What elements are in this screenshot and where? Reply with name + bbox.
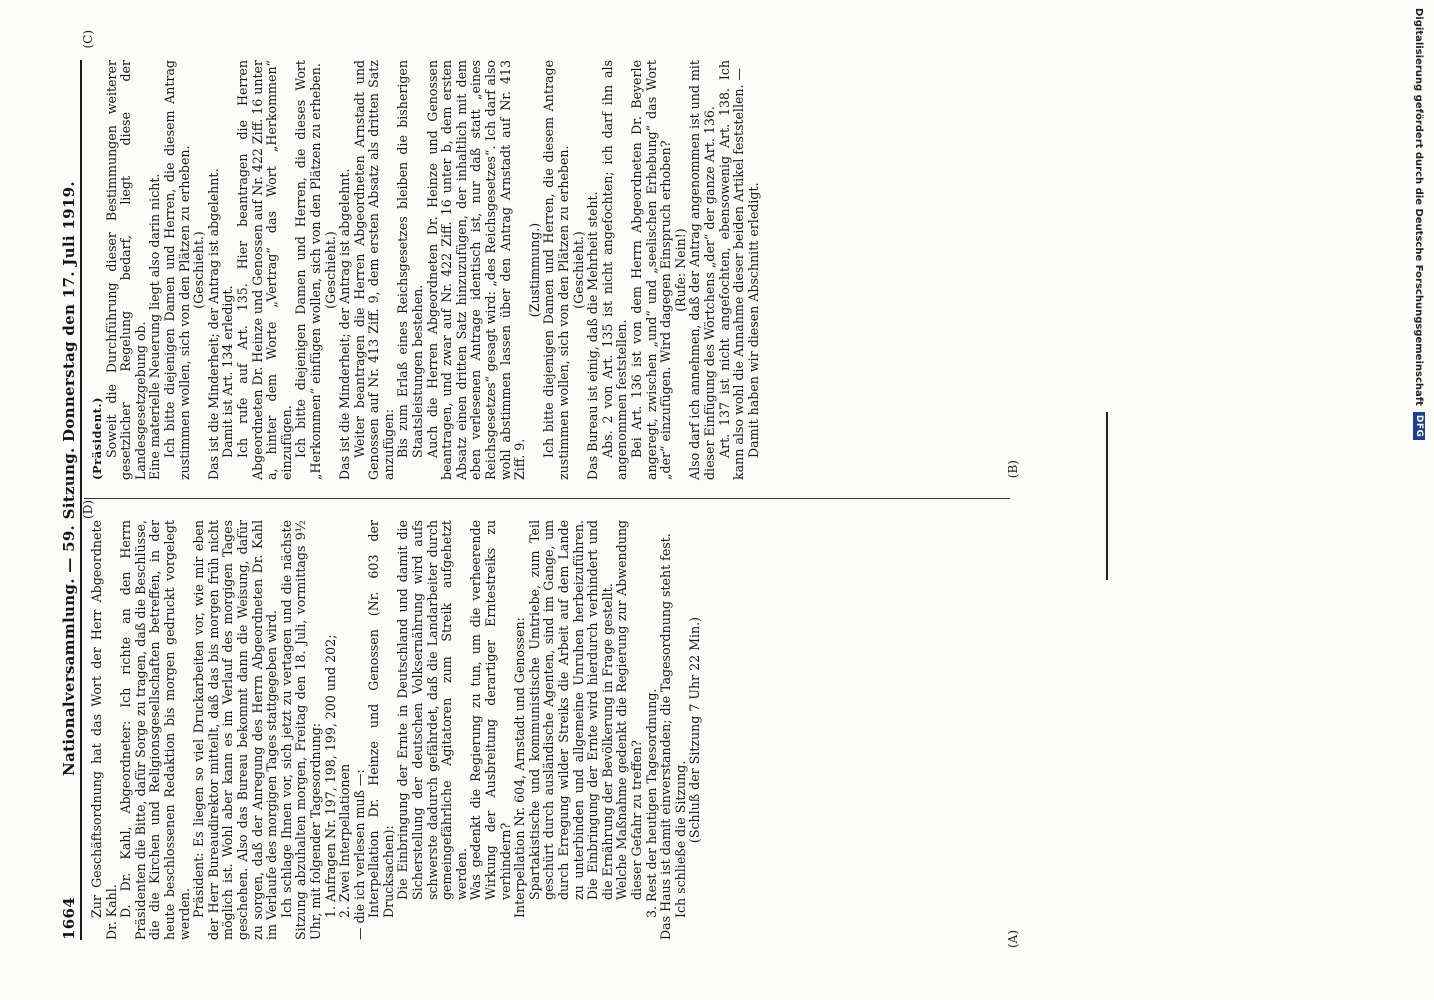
- paragraph: Interpellation Dr. Heinze und Genossen (Nr. 603 der Drucksachen):: [366, 520, 396, 918]
- paragraph: (Schluß der Sitzung 7 Uhr 22 Min.): [687, 616, 703, 844]
- paragraph: Ich schließe die Sitzung.: [672, 760, 688, 918]
- paragraph: Das Bureau ist einig, daß die Mehrheit steht.: [585, 191, 601, 480]
- paragraph: 2. Zwei Interpellationen: [337, 763, 353, 918]
- dfg-logo: DFG: [1413, 412, 1425, 441]
- paragraph: Bei Art. 136 ist von dem Herrn Abgeordneten Dr. Beyerle angeregt, zwischen „und“ und „seelischen Erhebung“ das Wort „der“ einzufügen. Wird dagegen Einspruch erhoben?: [628, 60, 674, 480]
- paragraph: (Geschieht.): [191, 231, 207, 309]
- paragraph: Ich bitte diejenigen Damen und Herren, die diesem Antrag zustimmen wollen, sich von den Plätzen zu erheben.: [161, 60, 192, 480]
- margin-mark-a: (A): [1006, 930, 1020, 949]
- paragraph: Interpellation Nr. 604, Arnstadt und Genossen:: [512, 617, 528, 918]
- paragraph: 1. Anfragen Nr. 197, 198, 199, 200 und 202;: [322, 634, 338, 918]
- page-title: Nationalversammlung. — 59. Sitzung. Donnerstag den 17. Juli 1919.: [60, 181, 78, 776]
- paragraph: (Rufe: Nein!): [672, 228, 688, 312]
- margin-mark-b: (B): [1006, 460, 1020, 479]
- paragraph: Welche Maßnahme gedenkt die Regierung zur Abwendung dieser Gefahr zu treffen?: [614, 520, 644, 900]
- paragraph: Damit ist Art. 134 erledigt.: [220, 285, 236, 458]
- paragraph: Das Haus ist damit einverstanden; die Tagesordnung steht fest.: [658, 533, 674, 940]
- paragraph: Also darf ich annehmen, daß der Antrag angenommen ist und mit dieser Einfügung des Wörtchens „der“ der ganze Art. 136.: [687, 60, 717, 480]
- paragraph: Ich bitte diejenigen Damen und Herren, die diesem Antrage zustimmen wollen, sich von den Plätzen zu erheben.: [541, 60, 571, 480]
- paragraph: Auch die Herren Abgeordneten Dr. Heinze und Genossen beantragen, und zwar auf Nr. 422 Ziff. 16 unter b, dem ersten Absatz einen dritten Satz hinzuzufügen, der inhaltlich mit dem eben verlesenen Antrage identisch ist, nur daß statt „eines Reichsgesetzes“ gesagt wird: „des Reichsgesetzes“. Ich darf also wohl abstimmen lassen über den Antrag Arnstadt auf Nr. 413 Ziff. 9.: [424, 60, 528, 480]
- paragraph: Weiter beantragen die Herren Abgeordneten Arnstadt und Genossen auf Nr. 413 Ziff. 9, dem ersten Absatz als dritten Satz anzufügen:: [351, 60, 396, 480]
- paragraph: 3. Rest der heutigen Tagesordnung.: [643, 688, 659, 918]
- paragraph: Ich rufe auf Art. 135. Hier beantragen die Herren Abgeordneten Dr. Heinze und Genossen auf Nr. 422 Ziff. 16 unter a, hinter dem Worte „Vertrag“ das Wort „Herkommen“ einzufügen.: [234, 60, 294, 480]
- paragraph: Eine materielle Neuerung liegt also darin nicht.: [147, 173, 163, 480]
- margin-pencil-line: [1106, 412, 1108, 580]
- column-divider: [84, 498, 1010, 499]
- paragraph: (Geschieht.): [322, 231, 338, 309]
- paragraph: Soweit die Durchführung dieser Bestimmungen weiterer gesetzlicher Regelung bedarf, liegt diese der Landesgesetzgebung ob.: [103, 60, 148, 480]
- paragraph: — die ich verlesen muß —:: [351, 769, 367, 940]
- paragraph: Präsident: Es liegen so viel Druckarbeiten vor, wie mir eben der Herr Bureaudirektor mitteilt, daß das bis morgen früh nicht möglich ist. Wohl aber kann es im Verlauf des morgigen Tages geschehen. Also das Bureau bekommt dann die Weisung, dafür zu sorgen, daß der Anregung des Herrn Abgeordneten Dr. Kahl im Verlaufe des morgigen Tages stattgegeben wird.: [191, 520, 280, 940]
- rotated-document-page: [40, 0, 1040, 1000]
- left-column: [90, 60, 1000, 480]
- paragraph: Zur Geschäftsordnung hat das Wort der Herr Abgeordnete Dr. Kahl.: [89, 520, 119, 940]
- paragraph: Die Einbringung der Ernte in Deutschland und damit die Sicherstellung der deutschen Volksernährung wird aufs schwerste dadurch gefährdet, daß die Landarbeiter durch gemeingefährliche Agitatoren zum Streik aufgehetzt werden.: [395, 520, 469, 900]
- page-number: 1664: [60, 897, 78, 940]
- paragraph: Bis zum Erlaß eines Reichsgesetzes bleiben die bisherigen Staatsleistungen bestehen.: [395, 60, 426, 458]
- paragraph: Das ist die Minderheit; der Antrag ist abgelehnt.: [337, 168, 353, 480]
- paragraph: Was gedenkt die Regierung zu tun, um die verheerende Wirkung der Ausbreitung derartiger Erntestreiks zu verhindern?: [468, 520, 513, 900]
- paragraph: (Geschieht.): [570, 231, 586, 309]
- page-header: [54, 60, 78, 940]
- paragraph: Abs. 2 von Art. 135 ist nicht angefochten; ich darf ihn als angenommen feststellen.: [599, 60, 630, 480]
- paragraph: D. Dr. Kahl, Abgeordneter: Ich richte an den Herrn Präsidenten die Bitte, dafür Sorge zu tragen, daß die Beschlüsse, die die Kirchen und Religionsgesellschaften betreffen, in der heute beschlossenen Redaktion bis morgen gedruckt vorgelegt werden.: [118, 520, 192, 940]
- paragraph: Spartakistische und kommunistische Umtriebe, zum Teil geschürt durch ausländische Agenten, sind im Gange, um durch Erregung wilder Streiks die Arbeit auf dem Lande zu unterbinden und allgemeine Unruhen herbeizuführen. Die Einbringung der Ernte wird hierdurch verhindert und die Ernährung der Bevölkerung in Frage gestellt.: [526, 520, 615, 900]
- paragraph: (Präsident.): [90, 397, 104, 480]
- paragraph: Damit haben wir diesen Abschnitt erledigt.: [745, 182, 761, 458]
- margin-mark-c: (C): [81, 30, 95, 49]
- paragraph: Art. 137 ist nicht angefochten, ebensowenig Art. 138. Ich kann also wohl die Annahme dieser beiden Artikel feststellen. —: [716, 60, 747, 480]
- digitization-credit: [1408, 8, 1430, 768]
- digitization-note: Digitalisierung gefördert durch die Deutsche Forschungsgemeinschaft: [1413, 8, 1425, 406]
- paragraph: Ich bitte diejenigen Damen und Herren, die dieses Wort „Herkommen“ einfügen wollen, sich von den Plätzen zu erheben.: [293, 60, 323, 480]
- right-column: [90, 520, 1000, 940]
- paragraph: Ich schlage Ihnen vor, sich jetzt zu vertagen und die nächste Sitzung abzuhalten morgen, Freitag den 18. Juli, vormittags 9½ Uhr, mit folgender Tagesordnung:: [278, 520, 323, 940]
- paragraph: (Zustimmung.): [526, 222, 542, 318]
- paragraph: Das ist die Minderheit; der Antrag ist abgelehnt.: [205, 168, 221, 480]
- margin-mark-d: (D): [81, 500, 95, 519]
